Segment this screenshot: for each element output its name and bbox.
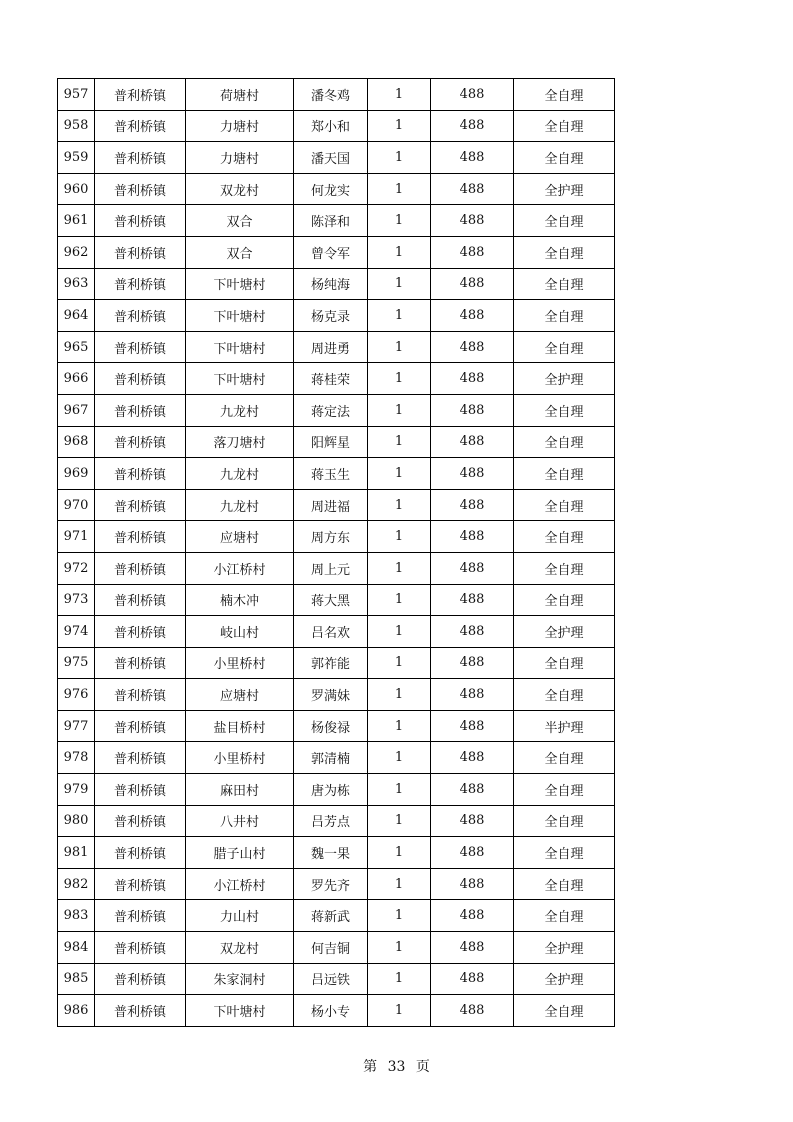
amount-cell: 488 — [431, 774, 514, 806]
count-cell: 1 — [368, 963, 431, 995]
row-number-cell: 958 — [58, 110, 95, 142]
care-level-cell: 全护理 — [514, 963, 615, 995]
count-cell: 1 — [368, 552, 431, 584]
town-cell: 普利桥镇 — [95, 995, 186, 1027]
care-level-cell: 全自理 — [514, 805, 615, 837]
table-row — [58, 805, 615, 837]
count-cell: 1 — [368, 110, 431, 142]
count-cell: 1 — [368, 995, 431, 1027]
name-cell: 潘天国 — [294, 142, 368, 174]
table-row — [58, 774, 615, 806]
count-cell: 1 — [368, 616, 431, 648]
row-number-cell: 967 — [58, 394, 95, 426]
table-row — [58, 837, 615, 869]
amount-cell: 488 — [431, 236, 514, 268]
village-cell: 双龙村 — [186, 173, 294, 205]
amount-cell: 488 — [431, 995, 514, 1027]
amount-cell: 488 — [431, 300, 514, 332]
name-cell: 吕远铁 — [294, 963, 368, 995]
count-cell: 1 — [368, 489, 431, 521]
row-number-cell: 960 — [58, 173, 95, 205]
row-number-cell: 982 — [58, 868, 95, 900]
name-cell: 郭祚能 — [294, 647, 368, 679]
name-cell: 周进勇 — [294, 331, 368, 363]
village-cell: 下叶塘村 — [186, 363, 294, 395]
amount-cell: 488 — [431, 426, 514, 458]
name-cell: 杨小专 — [294, 995, 368, 1027]
page-suffix: 页 — [415, 1059, 430, 1075]
amount-cell: 488 — [431, 142, 514, 174]
name-cell: 蒋大黑 — [294, 584, 368, 616]
town-cell: 普利桥镇 — [95, 426, 186, 458]
count-cell: 1 — [368, 932, 431, 964]
care-level-cell: 全自理 — [514, 647, 615, 679]
village-cell: 下叶塘村 — [186, 268, 294, 300]
name-cell: 周上元 — [294, 552, 368, 584]
row-number-cell: 973 — [58, 584, 95, 616]
count-cell: 1 — [368, 710, 431, 742]
village-cell: 九龙村 — [186, 489, 294, 521]
table-row — [58, 79, 615, 111]
name-cell: 阳辉星 — [294, 426, 368, 458]
village-cell: 楠木冲 — [186, 584, 294, 616]
amount-cell: 488 — [431, 110, 514, 142]
table-row — [58, 521, 615, 553]
count-cell: 1 — [368, 205, 431, 237]
town-cell: 普利桥镇 — [95, 268, 186, 300]
table-row — [58, 995, 615, 1027]
care-level-cell: 全自理 — [514, 331, 615, 363]
table-row — [58, 363, 615, 395]
town-cell: 普利桥镇 — [95, 868, 186, 900]
name-cell: 杨纯海 — [294, 268, 368, 300]
town-cell: 普利桥镇 — [95, 489, 186, 521]
amount-cell: 488 — [431, 647, 514, 679]
village-cell: 力塘村 — [186, 110, 294, 142]
amount-cell: 488 — [431, 79, 514, 111]
village-cell: 小里桥村 — [186, 647, 294, 679]
row-number-cell: 975 — [58, 647, 95, 679]
name-cell: 蒋定法 — [294, 394, 368, 426]
town-cell: 普利桥镇 — [95, 616, 186, 648]
name-cell: 蒋玉生 — [294, 458, 368, 490]
village-cell: 下叶塘村 — [186, 331, 294, 363]
town-cell: 普利桥镇 — [95, 173, 186, 205]
count-cell: 1 — [368, 142, 431, 174]
village-cell: 下叶塘村 — [186, 995, 294, 1027]
row-number-cell: 984 — [58, 932, 95, 964]
care-level-cell: 全自理 — [514, 489, 615, 521]
village-cell: 九龙村 — [186, 458, 294, 490]
name-cell: 何龙实 — [294, 173, 368, 205]
name-cell: 蒋桂荣 — [294, 363, 368, 395]
row-number-cell: 971 — [58, 521, 95, 553]
row-number-cell: 964 — [58, 300, 95, 332]
table-row — [58, 584, 615, 616]
name-cell: 郭清楠 — [294, 742, 368, 774]
care-level-cell: 全自理 — [514, 837, 615, 869]
count-cell: 1 — [368, 647, 431, 679]
row-number-cell: 959 — [58, 142, 95, 174]
amount-cell: 488 — [431, 837, 514, 869]
table-row — [58, 963, 615, 995]
village-cell: 麻田村 — [186, 774, 294, 806]
care-level-cell: 全护理 — [514, 616, 615, 648]
village-cell: 小里桥村 — [186, 742, 294, 774]
care-level-cell: 全自理 — [514, 79, 615, 111]
town-cell: 普利桥镇 — [95, 363, 186, 395]
care-level-cell: 全自理 — [514, 868, 615, 900]
amount-cell: 488 — [431, 173, 514, 205]
town-cell: 普利桥镇 — [95, 900, 186, 932]
row-number-cell: 969 — [58, 458, 95, 490]
count-cell: 1 — [368, 837, 431, 869]
amount-cell: 488 — [431, 616, 514, 648]
amount-cell: 488 — [431, 963, 514, 995]
table-row — [58, 932, 615, 964]
town-cell: 普利桥镇 — [95, 142, 186, 174]
town-cell: 普利桥镇 — [95, 331, 186, 363]
village-cell: 岐山村 — [186, 616, 294, 648]
care-level-cell: 半护理 — [514, 710, 615, 742]
village-cell: 应塘村 — [186, 521, 294, 553]
care-level-cell: 全自理 — [514, 205, 615, 237]
village-cell: 双合 — [186, 205, 294, 237]
village-cell: 力塘村 — [186, 142, 294, 174]
row-number-cell: 978 — [58, 742, 95, 774]
row-number-cell: 961 — [58, 205, 95, 237]
amount-cell: 488 — [431, 363, 514, 395]
care-level-cell: 全护理 — [514, 932, 615, 964]
town-cell: 普利桥镇 — [95, 647, 186, 679]
table-row — [58, 616, 615, 648]
care-level-cell: 全自理 — [514, 995, 615, 1027]
table-row — [58, 205, 615, 237]
table-row — [58, 552, 615, 584]
name-cell: 魏一果 — [294, 837, 368, 869]
village-cell: 九龙村 — [186, 394, 294, 426]
row-number-cell: 972 — [58, 552, 95, 584]
row-number-cell: 985 — [58, 963, 95, 995]
row-number-cell: 977 — [58, 710, 95, 742]
town-cell: 普利桥镇 — [95, 742, 186, 774]
town-cell: 普利桥镇 — [95, 963, 186, 995]
name-cell: 曾令军 — [294, 236, 368, 268]
row-number-cell: 970 — [58, 489, 95, 521]
count-cell: 1 — [368, 679, 431, 711]
town-cell: 普利桥镇 — [95, 110, 186, 142]
care-level-cell: 全自理 — [514, 458, 615, 490]
care-level-cell: 全自理 — [514, 521, 615, 553]
row-number-cell: 983 — [58, 900, 95, 932]
table-row — [58, 268, 615, 300]
name-cell: 陈泽和 — [294, 205, 368, 237]
town-cell: 普利桥镇 — [95, 837, 186, 869]
care-level-cell: 全自理 — [514, 584, 615, 616]
town-cell: 普利桥镇 — [95, 679, 186, 711]
amount-cell: 488 — [431, 489, 514, 521]
row-number-cell: 965 — [58, 331, 95, 363]
care-level-cell: 全自理 — [514, 742, 615, 774]
table-row — [58, 110, 615, 142]
care-level-cell: 全护理 — [514, 173, 615, 205]
town-cell: 普利桥镇 — [95, 774, 186, 806]
village-cell: 双合 — [186, 236, 294, 268]
table-row — [58, 331, 615, 363]
town-cell: 普利桥镇 — [95, 394, 186, 426]
care-level-cell: 全自理 — [514, 300, 615, 332]
amount-cell: 488 — [431, 394, 514, 426]
row-number-cell: 981 — [58, 837, 95, 869]
amount-cell: 488 — [431, 679, 514, 711]
village-cell: 双龙村 — [186, 932, 294, 964]
name-cell: 罗满妹 — [294, 679, 368, 711]
table-body — [58, 79, 615, 1027]
row-number-cell: 976 — [58, 679, 95, 711]
amount-cell: 488 — [431, 868, 514, 900]
amount-cell: 488 — [431, 458, 514, 490]
name-cell: 何吉铜 — [294, 932, 368, 964]
care-level-cell: 全自理 — [514, 268, 615, 300]
care-level-cell: 全自理 — [514, 774, 615, 806]
town-cell: 普利桥镇 — [95, 205, 186, 237]
count-cell: 1 — [368, 331, 431, 363]
row-number-cell: 963 — [58, 268, 95, 300]
table-row — [58, 394, 615, 426]
table-row — [58, 236, 615, 268]
row-number-cell: 962 — [58, 236, 95, 268]
town-cell: 普利桥镇 — [95, 300, 186, 332]
name-cell: 唐为栋 — [294, 774, 368, 806]
amount-cell: 488 — [431, 331, 514, 363]
care-level-cell: 全自理 — [514, 426, 615, 458]
count-cell: 1 — [368, 236, 431, 268]
amount-cell: 488 — [431, 742, 514, 774]
name-cell: 吕名欢 — [294, 616, 368, 648]
name-cell: 杨克录 — [294, 300, 368, 332]
town-cell: 普利桥镇 — [95, 584, 186, 616]
count-cell: 1 — [368, 868, 431, 900]
care-level-cell: 全自理 — [514, 552, 615, 584]
records-table — [57, 78, 615, 1027]
town-cell: 普利桥镇 — [95, 236, 186, 268]
town-cell: 普利桥镇 — [95, 805, 186, 837]
amount-cell: 488 — [431, 268, 514, 300]
count-cell: 1 — [368, 426, 431, 458]
count-cell: 1 — [368, 805, 431, 837]
name-cell: 吕芳点 — [294, 805, 368, 837]
page-number: 33 — [387, 1059, 406, 1075]
village-cell: 荷塘村 — [186, 79, 294, 111]
row-number-cell: 968 — [58, 426, 95, 458]
name-cell: 杨俊禄 — [294, 710, 368, 742]
row-number-cell: 979 — [58, 774, 95, 806]
row-number-cell: 974 — [58, 616, 95, 648]
count-cell: 1 — [368, 268, 431, 300]
count-cell: 1 — [368, 458, 431, 490]
count-cell: 1 — [368, 363, 431, 395]
name-cell: 罗先齐 — [294, 868, 368, 900]
amount-cell: 488 — [431, 805, 514, 837]
table-row — [58, 489, 615, 521]
amount-cell: 488 — [431, 521, 514, 553]
village-cell: 朱家洞村 — [186, 963, 294, 995]
town-cell: 普利桥镇 — [95, 79, 186, 111]
care-level-cell: 全自理 — [514, 110, 615, 142]
care-level-cell: 全自理 — [514, 900, 615, 932]
name-cell: 潘冬鸡 — [294, 79, 368, 111]
row-number-cell: 957 — [58, 79, 95, 111]
town-cell: 普利桥镇 — [95, 552, 186, 584]
name-cell: 郑小和 — [294, 110, 368, 142]
care-level-cell: 全自理 — [514, 679, 615, 711]
village-cell: 腊子山村 — [186, 837, 294, 869]
count-cell: 1 — [368, 742, 431, 774]
care-level-cell: 全自理 — [514, 394, 615, 426]
count-cell: 1 — [368, 900, 431, 932]
name-cell: 周方东 — [294, 521, 368, 553]
care-level-cell: 全自理 — [514, 236, 615, 268]
table-row — [58, 868, 615, 900]
village-cell: 小江桥村 — [186, 552, 294, 584]
town-cell: 普利桥镇 — [95, 932, 186, 964]
amount-cell: 488 — [431, 584, 514, 616]
name-cell: 周进福 — [294, 489, 368, 521]
village-cell: 八井村 — [186, 805, 294, 837]
village-cell: 盐目桥村 — [186, 710, 294, 742]
count-cell: 1 — [368, 79, 431, 111]
row-number-cell: 980 — [58, 805, 95, 837]
village-cell: 应塘村 — [186, 679, 294, 711]
care-level-cell: 全护理 — [514, 363, 615, 395]
village-cell: 力山村 — [186, 900, 294, 932]
table-row — [58, 710, 615, 742]
town-cell: 普利桥镇 — [95, 458, 186, 490]
table-row — [58, 142, 615, 174]
row-number-cell: 966 — [58, 363, 95, 395]
amount-cell: 488 — [431, 900, 514, 932]
table-row — [58, 300, 615, 332]
count-cell: 1 — [368, 774, 431, 806]
village-cell: 下叶塘村 — [186, 300, 294, 332]
amount-cell: 488 — [431, 552, 514, 584]
table-row — [58, 647, 615, 679]
town-cell: 普利桥镇 — [95, 521, 186, 553]
count-cell: 1 — [368, 521, 431, 553]
amount-cell: 488 — [431, 205, 514, 237]
table-row — [58, 173, 615, 205]
count-cell: 1 — [368, 300, 431, 332]
village-cell: 落刀塘村 — [186, 426, 294, 458]
town-cell: 普利桥镇 — [95, 710, 186, 742]
name-cell: 蒋新武 — [294, 900, 368, 932]
village-cell: 小江桥村 — [186, 868, 294, 900]
count-cell: 1 — [368, 394, 431, 426]
count-cell: 1 — [368, 584, 431, 616]
amount-cell: 488 — [431, 710, 514, 742]
row-number-cell: 986 — [58, 995, 95, 1027]
count-cell: 1 — [368, 173, 431, 205]
page-footer — [0, 1056, 793, 1076]
table-row — [58, 742, 615, 774]
table-row — [58, 900, 615, 932]
table-row — [58, 426, 615, 458]
table-row — [58, 679, 615, 711]
care-level-cell: 全自理 — [514, 142, 615, 174]
amount-cell: 488 — [431, 932, 514, 964]
table-row — [58, 458, 615, 490]
page-prefix: 第 — [363, 1059, 378, 1075]
